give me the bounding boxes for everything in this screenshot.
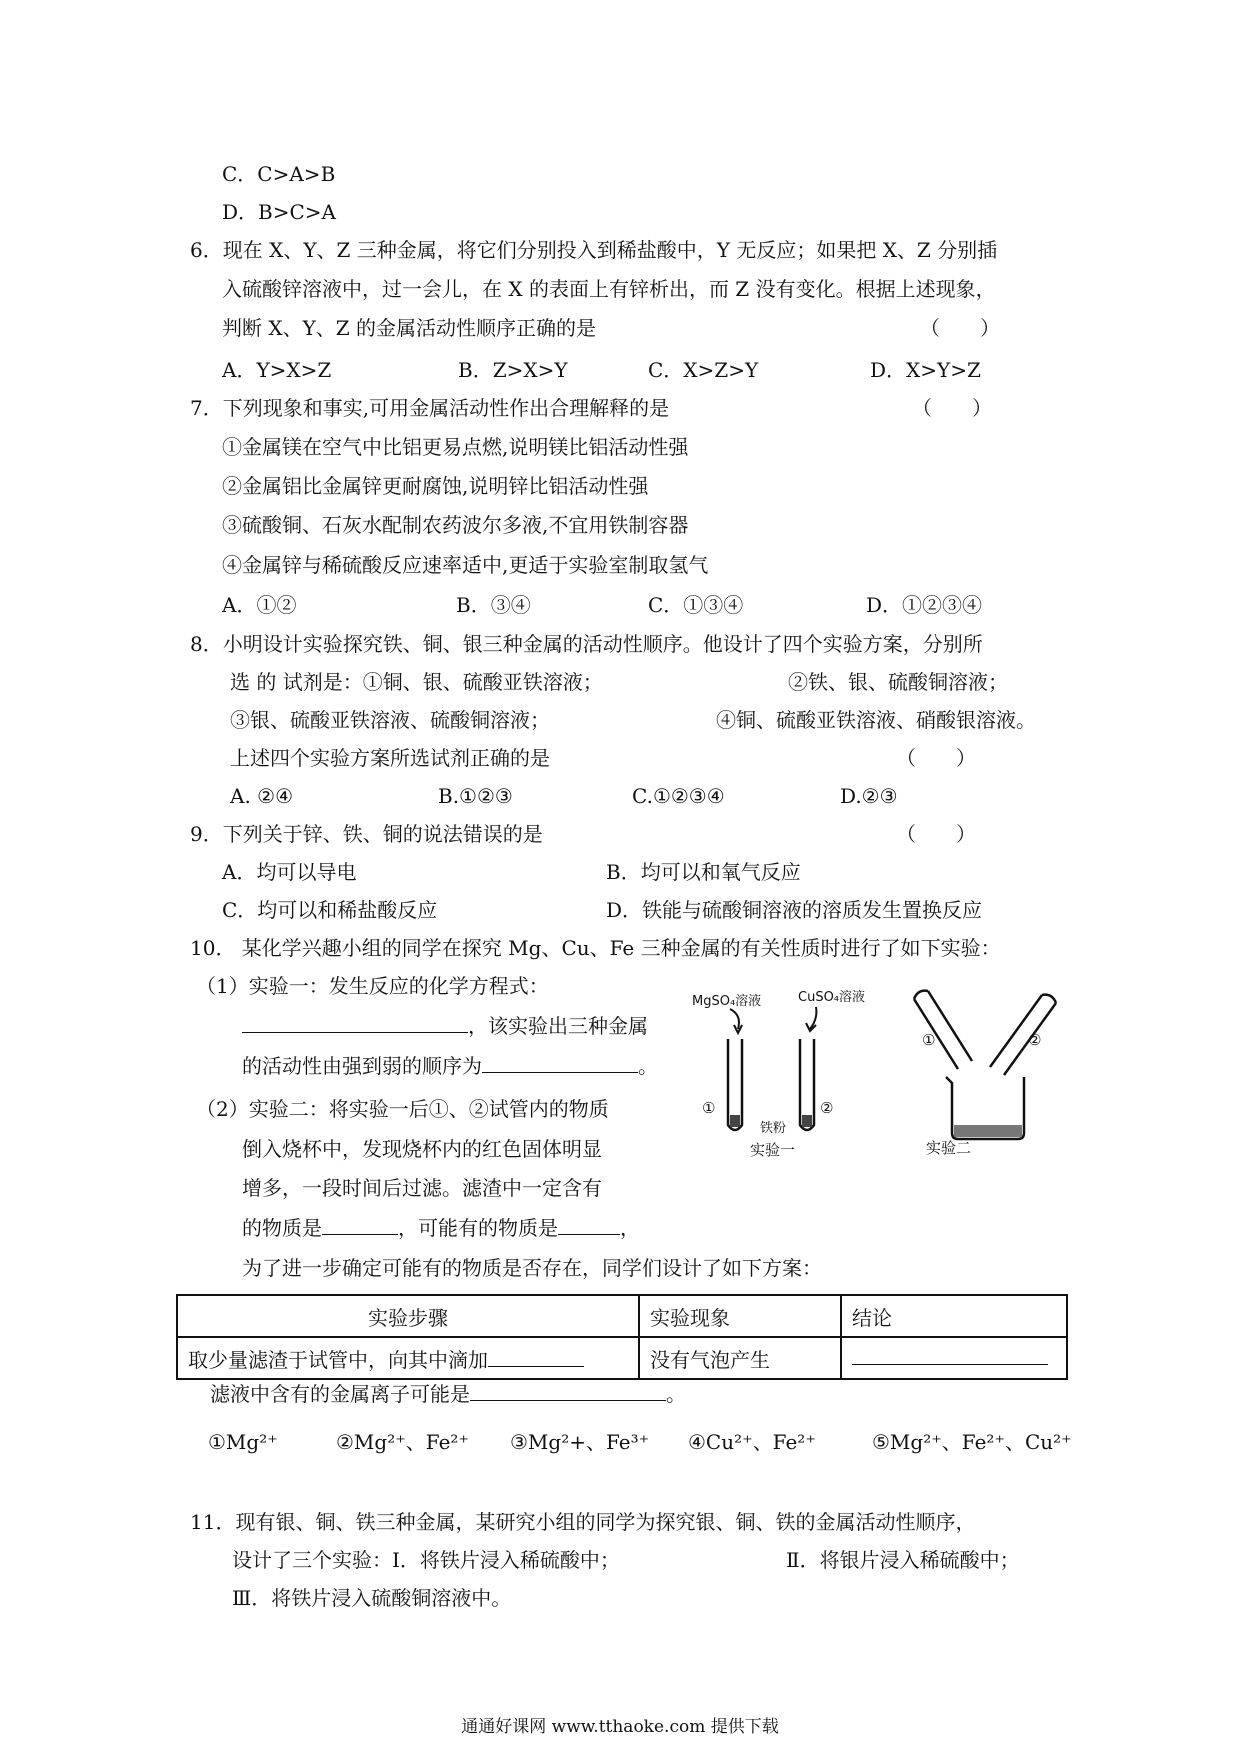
ions-blank[interactable] (470, 1382, 666, 1401)
tube-1-mark: ① (702, 1099, 716, 1117)
step-text: 取少量滤渣于试管中，向其中滴加 (188, 1347, 488, 1372)
q10-part2-line4-c: ， (620, 1216, 640, 1240)
q7-option-d: D．①②③④ (866, 593, 983, 617)
residue-possible-blank[interactable] (558, 1216, 620, 1235)
q7-option-a: A．①② (222, 593, 297, 617)
q6-option-b: B．Z>X>Y (458, 358, 568, 382)
ion-option-2: ②Mg²⁺、Fe²⁺ (336, 1430, 469, 1454)
experiment-diagram (690, 985, 1070, 1165)
q6-answer-paren: （ ） (920, 316, 1000, 340)
q7-stem: 7．下列现象和事实,可用金属活动性作出合理解释的是 (190, 396, 670, 420)
q9-option-d: D．铁能与硫酸铜溶液的溶质发生置换反应 (606, 898, 983, 922)
q10-part2-line2: 倒入烧杯中，发现烧杯内的红色固体明显 (242, 1137, 602, 1161)
q7-answer-paren: （ ） (912, 396, 992, 420)
pouring-tube-1 (914, 991, 972, 1069)
q8-option-c: C.①②③④ (632, 784, 725, 808)
experiment-2-label: 实验二 (926, 1139, 972, 1157)
q10-part1-line2 (242, 1012, 648, 1040)
ion-option-1: ①Mg²⁺ (208, 1430, 278, 1454)
ions-question (210, 1380, 686, 1408)
q9-option-b: B．均可以和氧气反应 (606, 860, 801, 884)
q8-stem-line4: 上述四个实验方案所选试剂正确的是 (230, 746, 550, 770)
q9-stem: 9．下列关于锌、铁、铜的说法错误的是 (190, 822, 543, 846)
q7-statement-1: ①金属镁在空气中比铝更易点燃,说明镁比铝活动性强 (222, 435, 689, 459)
q10-part2-line4-a: 的物质是 (242, 1216, 322, 1240)
q7-option-c: C．①③④ (648, 593, 744, 617)
ions-question-end: 。 (666, 1382, 686, 1406)
q8-option-b: B.①②③ (438, 784, 513, 808)
q10-part1-end: 。 (638, 1054, 658, 1078)
q6-option-c: C．X>Z>Y (648, 358, 759, 382)
q10-part2-line1: （2）实验二：将实验一后①、②试管内的物质 (196, 1097, 609, 1121)
q6-stem-line1: 6．现在 X、Y、Z 三种金属，将它们分别投入到稀盐酸中，Y 无反应；如果把 X、Z 分别插 (190, 238, 998, 262)
pour-tube-2-mark: ② (1028, 1031, 1042, 1049)
q11-experiment-1: 设计了三个实验：Ⅰ．将铁片浸入稀硫酸中； (232, 1548, 620, 1572)
q7-option-b: B．③④ (456, 593, 531, 617)
q8-option-d: D.②③ (840, 784, 898, 808)
q11-stem-line1: 11．现有银、铜、铁三种金属，某研究小组的同学为探究银、铜、铁的金属活动性顺序， (190, 1510, 976, 1534)
residue-certain-blank[interactable] (322, 1216, 398, 1235)
q10-part1-line3 (242, 1052, 658, 1080)
q9-answer-paren: （ ） (896, 822, 976, 846)
header-conclusion: 结论 (841, 1295, 1067, 1337)
q8-scheme-3: ③银、硫酸亚铁溶液、硫酸铜溶液； (230, 708, 550, 732)
table-header-row (177, 1295, 1067, 1337)
q10-part1-line3-text: 的活动性由强到弱的顺序为 (242, 1054, 482, 1078)
q10-part1-line2-text: ，该实验出三种金属 (468, 1014, 648, 1038)
q7-statement-4: ④金属锌与稀硫酸反应速率适中,更适于实验室制取氢气 (222, 553, 709, 577)
q6-option-a: A．Y>X>Z (222, 358, 332, 382)
table-row (177, 1337, 1067, 1379)
q7-statement-3: ③硫酸铜、石灰水配制农药波尔多液,不宜用铁制容器 (222, 513, 689, 537)
q5-option-c: C．C>A>B (222, 162, 336, 186)
tube-2-mark: ② (820, 1099, 834, 1117)
q10-part2-line5: 为了进一步确定可能有的物质是否存在，同学们设计了如下方案： (242, 1256, 822, 1280)
pouring-tube-2 (990, 995, 1056, 1075)
q6-option-d: D．X>Y>Z (870, 358, 981, 382)
q9-option-c: C．均可以和稀盐酸反应 (222, 898, 438, 922)
q8-stem-line1: 8．小明设计实验探究铁、铜、银三种金属的活动性顺序。他设计了四个实验方案，分别所 (190, 632, 983, 656)
conclusion-cell (841, 1337, 1067, 1379)
ion-option-4: ④Cu²⁺、Fe²⁺ (688, 1430, 816, 1454)
pour-tube-1-mark: ① (922, 1031, 936, 1049)
q10-part2-line4-b: ，可能有的物质是 (398, 1216, 558, 1240)
equation-blank[interactable] (242, 1014, 468, 1033)
q10-part2-line4 (242, 1214, 640, 1242)
experiment-table (176, 1294, 1068, 1380)
iron-powder-1 (730, 1115, 740, 1127)
q8-answer-paren: （ ） (896, 746, 976, 770)
ions-question-text: 滤液中含有的金属离子可能是 (210, 1382, 470, 1406)
header-steps: 实验步骤 (177, 1295, 639, 1337)
iron-powder-2 (802, 1115, 812, 1127)
q8-scheme-1: 选 的 试剂是：①铜、银、硫酸亚铁溶液； (230, 670, 603, 694)
cuso4-label: CuSO₄溶液 (798, 990, 866, 1005)
page-footer: 通通好课网 www.tthaoke.com 提供下载 (461, 1717, 779, 1737)
q8-scheme-2: ②铁、银、硫酸铜溶液； (788, 670, 1008, 694)
q11-experiment-2: Ⅱ．将银片浸入稀硫酸中； (786, 1548, 1020, 1572)
q10-part2-line3: 增多，一段时间后过滤。滤渣中一定含有 (242, 1176, 602, 1200)
q7-statement-2: ②金属铝比金属锌更耐腐蚀,说明锌比铝活动性强 (222, 474, 649, 498)
experiment-1-label: 实验一 (750, 1141, 796, 1159)
q8-option-a: A. ②④ (230, 784, 294, 808)
q5-option-d: D．B>C>A (222, 200, 336, 224)
red-solid-residue (954, 1125, 1022, 1137)
activity-order-blank[interactable] (482, 1054, 638, 1073)
q8-scheme-4: ④铜、硫酸亚铁溶液、硝酸银溶液。 (716, 708, 1036, 732)
header-phenomenon: 实验现象 (639, 1295, 841, 1337)
q6-stem-line3: 判断 X、Y、Z 的金属活动性顺序正确的是 (222, 316, 597, 340)
q11-experiment-3: Ⅲ．将铁片浸入硫酸铜溶液中。 (232, 1586, 512, 1610)
q9-option-a: A．均可以导电 (222, 860, 357, 884)
q6-stem-line2: 入硫酸锌溶液中，过一会儿，在 X 的表面上有锌析出，而 Z 没有变化。根据上述现象， (222, 277, 996, 301)
conclusion-blank[interactable] (852, 1346, 1048, 1365)
ion-option-3: ③Mg²+、Fe³⁺ (510, 1430, 650, 1454)
step-cell (177, 1337, 639, 1379)
q10-stem: 10． 某化学兴趣小组的同学在探究 Mg、Cu、Fe 三种金属的有关性质时进行了如下实验： (190, 936, 1001, 960)
mgso4-label: MgSO₄溶液 (692, 994, 762, 1009)
phenomenon-cell: 没有气泡产生 (639, 1337, 841, 1379)
q10-part1-label: （1）实验一：发生反应的化学方程式： (196, 974, 549, 998)
ion-option-5: ⑤Mg²⁺、Fe²⁺、Cu²⁺ (872, 1430, 1072, 1454)
iron-powder-label: 铁粉 (760, 1121, 787, 1136)
reagent-blank[interactable] (488, 1348, 584, 1367)
